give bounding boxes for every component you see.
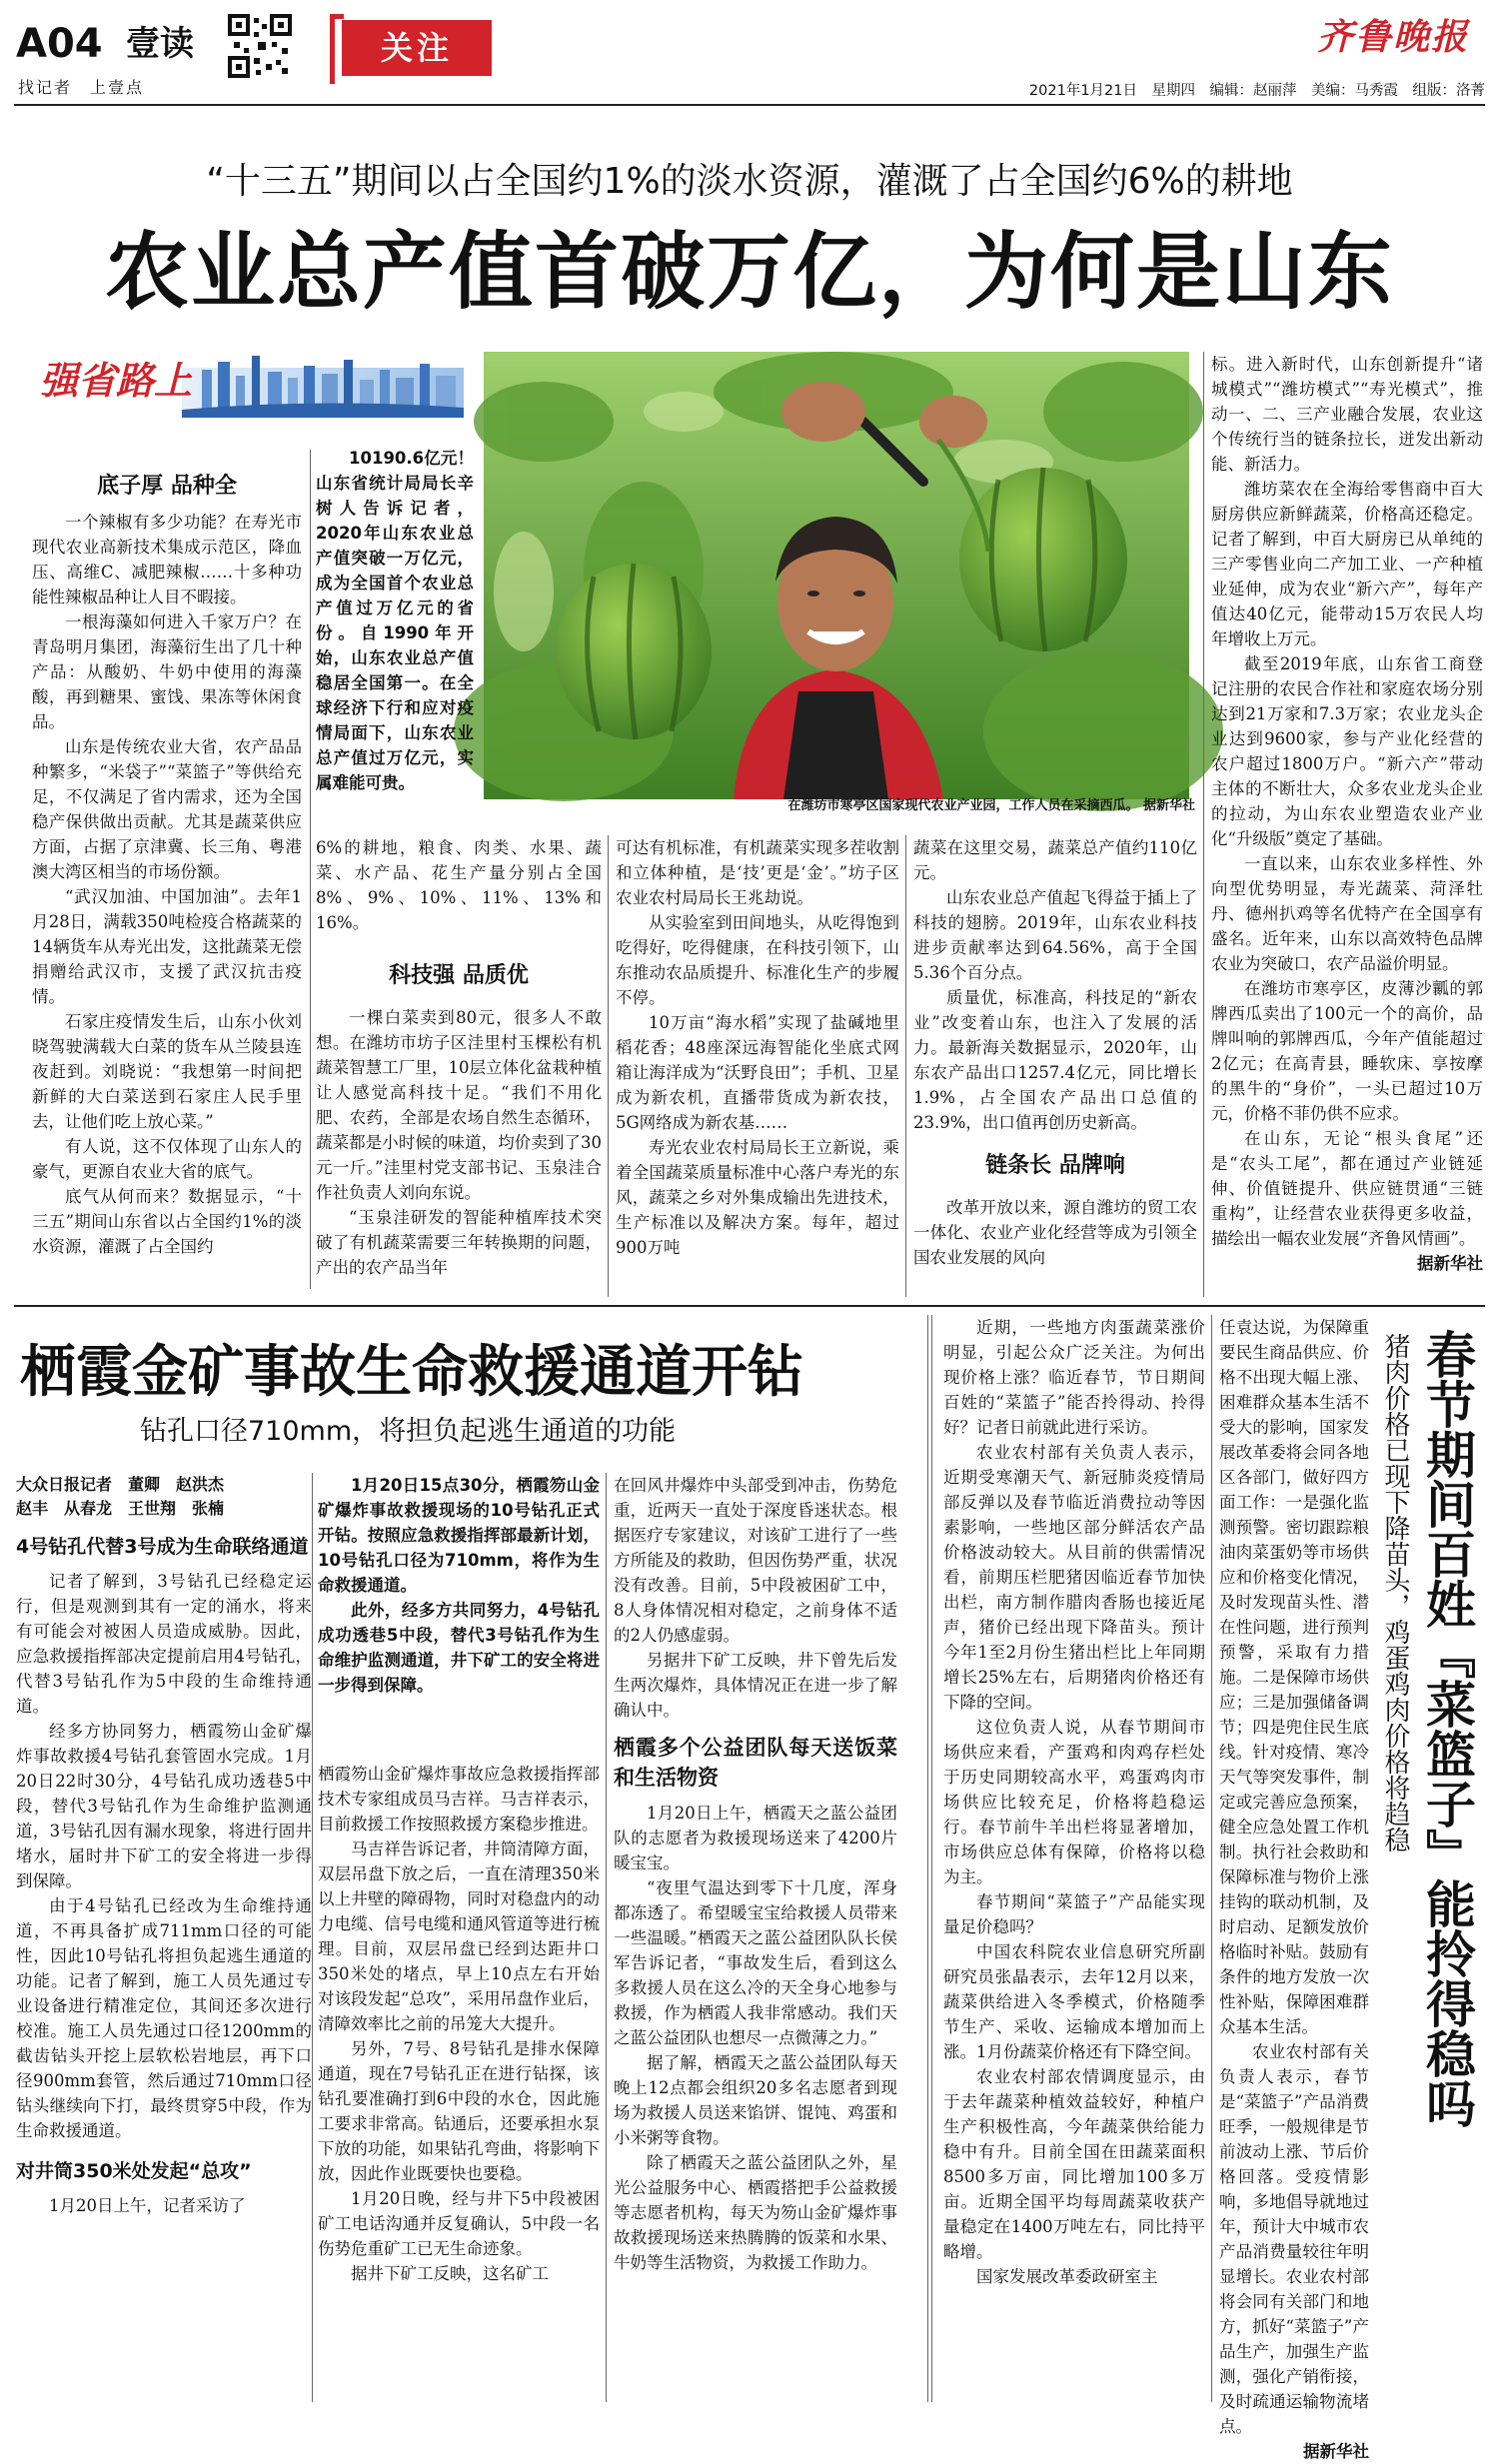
paragraph: 一个辣椒有多少功能？在寿光市现代农业高新技术集成示范区，降血压、高维C、减肥辣椒……十多种功能性辣椒品种让人目不暇接。: [32, 513, 302, 607]
paragraph: 近期，一些地方肉蛋蔬菜涨价明显，引起公众广泛关注。为何出现价格上涨？临近春节，节日期间百姓的“菜篮子”能否拎得动、拎得好？记者日前就此进行采访。: [943, 1318, 1205, 1437]
story3-column-1: [943, 1315, 1205, 2402]
paragraph: 有人说，这不仅体现了山东人的豪气，更源自农业大省的底气。: [32, 1137, 302, 1181]
paragraph: 蔬菜在这里交易，蔬菜总产值约110亿元。: [913, 838, 1197, 882]
story2-deck: 钻孔口径710mm，将担负起逃生通道的功能: [140, 1416, 677, 1447]
paragraph: 山东是传统农业大省，农产品品种繁多，“米袋子”“菜篮子”等供给充足，不仅满足了省内需求，还为全国稳产保供做出贡献。尤其是蔬菜供应方面，占据了京津冀、长三角、粤港澳大湾区相当的市场份额。: [32, 737, 302, 881]
paragraph: 1月20日上午，记者采访了: [49, 2196, 246, 2215]
story2-column-2: [318, 1473, 600, 2402]
story2-headline: 栖霞金矿事故生命救援通道开钻: [20, 1340, 803, 1405]
column-tag-banner: [32, 348, 464, 418]
paragraph: “玉泉洼研发的智能种植库技术突破了有机蔬菜需要三年转换期的问题，产出的农产品当年: [316, 1208, 602, 1277]
paragraph: 国家发展改革委政研室主: [976, 2267, 1158, 2286]
paragraph: 任袁达说，为保障重要民生商品供应、价格不出现大幅上涨、困难群众基本生活不受大的影响，国家发展改革委将会同各地区各部门，做好四方面工作：一是强化监测预警。密切跟踪粮油肉菜蛋奶等市场供应和价格变化情况，及时发现苗头性、潜在性问题，进行预判预警，采取有力措施。二是保障市场供应；三是加强储备调节；四是兜住民生底线。针对疫情、寒冷天气等突发事件，制定或完善应急预案，健全应急处置工作机制。执行社会救助和保障标准与物价上涨挂钩的联动机制，及时启动、足额发放价格临时补贴。鼓励有条件的地方发放一次性补贴，保障困难群众基本生活。: [1219, 1318, 1369, 2036]
paragraph: 在山东，无论“根头食尾”还是“农头工尾”，都在通过产业链延伸、价值链提升、供应链贯通“三链重构”，让经营农业获得更多收益，描绘出一幅农业发展“齐鲁风情画”。: [1211, 1129, 1483, 1248]
paragraph: 底气从何而来？数据显示，“十三五”期间山东省以占全国约1%的淡水资源，灌溉了占全国约: [32, 1187, 302, 1256]
paragraph: 1月20日晚，经与井下5中段被困矿工电话沟通并反复确认，5中段一名伤势危重矿工已无生命迹象。: [318, 2189, 600, 2258]
paragraph: 一直以来，山东农业多样性、外向型优势明显，寿光蔬菜、菏泽牡丹、德州扒鸡等名优特产在全国享有盛名。近年来，山东以高效特色品牌农业为突破口，农产品溢价明显。: [1211, 854, 1483, 973]
story1-column-3: [616, 835, 899, 1297]
page-number: A04: [16, 21, 103, 67]
paragraph: 一棵白菜卖到80元，很多人不敢想。在潍坊市坊子区洼里村玉棵松有机蔬菜智慧工厂里，10层立体化盆栽种植让人感觉高科技十足。“我们不用化肥、农药，全部是农场自然生态循环，蔬菜都是小时候的味道，均价卖到了30元一斤。”洼里村党支部书记、玉泉洼合作社负责人刘向东说。: [316, 1008, 602, 1202]
column-divider: [931, 1315, 932, 2402]
paragraph: 栖霞笏山金矿爆炸事故应急救援指挥部技术专家组成员马吉祥。马吉祥表示，目前救援工作按照救援方案稳步推进。: [318, 1765, 600, 1834]
paragraph: 从实验室到田间地头，从吃得饱到吃得好，吃得健康，在科技引领下，山东推动农品质提升、标准化生产的步履不停。: [616, 913, 899, 1007]
story2-column-3: [614, 1473, 897, 2402]
subheading-2: 科技强 品质优: [389, 963, 529, 988]
paragraph: 10万亩“海水稻”实现了盐碱地里稻花香；48座深远海智能化坐底式网箱让海洋成为“沃野良田”；手机、卫星成为新农机，直播带货成为新农技，5G网络成为新农基……: [616, 1013, 899, 1132]
column-divider: [312, 1473, 313, 2402]
column-divider: [1211, 1315, 1212, 2402]
paragraph: 潍坊菜农在全海给零售商中百大厨房供应新鲜蔬菜，价格高还稳定。记者了解到，中百大厨房已从单纯的三产零售业向二产加工业、一产种植业延伸，成为农业“新六产”，每年产值达40亿元，能带动15万农民人均年增收上万元。: [1211, 480, 1483, 648]
paragraph: 由于4号钻孔已经改为生命维持通道，不再具备扩成711mm口径的可能性，因此10号钻孔将担负起逃生通道的功能。记者了解到，施工人员先通过专业设备进行精准定位，其间还多次进行校准。施工人员先通过口径1200mm的截齿钻头开挖上层软松岩地层，再下口径900mm套管，然后通过710mm口径钻头继续向下打，最终贯穿5中段，作为生命救援通道。: [16, 1896, 312, 2140]
column-divider: [310, 450, 311, 1289]
column-divider: [1203, 352, 1204, 1297]
paragraph: 记者了解到，3号钻孔已经稳定运行，但是观测到其有一定的涌水，将来有可能会对被困人员造成威胁。因此，应急救援指挥部决定提前启用4号钻孔，代替3号钻孔作为5中段的生命维持通道。: [16, 1572, 312, 1716]
paragraph: 另外，7号、8号钻孔是排水保障通道，现在7号钻孔正在进行钻探，该钻孔要准确打到6中段的水仓，因此施工要求非常高。钻通后，还要承担水泵下放的功能，如果钻孔弯曲，将影响下放，因此作业既要快也要稳。: [318, 2039, 600, 2183]
paragraph: 经多方协同努力，栖霞笏山金矿爆炸事故救援4号钻孔套管固水完成。1月20日22时30分，4号钻孔成功透巷5中段，替代3号钻孔作为生命维护监测通道，3号钻孔因有漏水现象，将进行固井堵水，届时井下矿工的安全将进一步得到保障。: [16, 1722, 312, 1890]
paragraph: 截至2019年底，山东省工商登记注册的农民合作社和家庭农场分别达到21万家和7.3万家；农业龙头企业达到9600家，参与产业化经营的农户超过1800万户。“新六产”带动主体的不断壮大，众多农业龙头企业的拉动，为山东农业塑造农业产业化“升级版”奠定了基础。: [1211, 654, 1483, 848]
paragraph: “夜里气温达到零下十几度，浑身都冻透了。希望暖宝宝给救援人员带来一些温暖。”栖霞天之蓝公益团队队长侯军告诉记者，“事故发生后，看到这么多救援人员在这么冷的天全身心地参与救援，作为栖霞人我非常感动。我们天之蓝公益团队也想尽一点微薄之力。”: [614, 1878, 897, 2047]
paragraph: 一根海藻如何进入千家万户？在青岛明月集团，海藻衍生出了几十种产品：从酸奶、牛奶中使用的海藻酸，再到糖果、蜜饯、果冻等休闲食品。: [32, 613, 302, 731]
lead-bold-paragraph: 此外，经多方共同努力，4号钻孔成功透巷5中段，替代3号钻孔作为生命维护监测通道，井下矿工的安全将进一步得到保障。: [318, 1601, 600, 1695]
farmer-watermelon-photo: [484, 352, 1189, 799]
story1-kicker: “十三五”期间以占全国约1%的淡水资源，灌溉了占全国约6%的耕地: [206, 161, 1293, 202]
source-credit: 据新华社: [1303, 2442, 1369, 2461]
story1-column-2b: [316, 835, 602, 1297]
paragraph: 另据井下矿工反映，井下曾先后发生两次爆炸，具体情况正在进一步了解确认中。: [614, 1651, 897, 1720]
story2-byline: 大众日报记者 董卿 赵洪杰 赵丰 从春龙 王世翔 张楠: [16, 1475, 225, 1518]
lead-bold-paragraph: 10190.6亿元！山东省统计局局长辛树人告诉记者，2020年山东农业总产值突破一万亿元，成为全国首个农业总产值过万亿元的省份。自1990年开始，山东农业总产值稳居全国第一。在全球经济下行和应对疫情局面下，山东农业总产值过万亿元，实属难能可贵。: [316, 449, 474, 792]
lead-bold-paragraph: 1月20日15点30分，栖霞笏山金矿爆炸事故救援现场的10号钻孔正式开钻。按照应急救援指挥部最新计划，10号钻孔口径为710mm，将作为生命救援通道。: [318, 1476, 600, 1595]
paragraph: 农业农村部农情调度显示，由于去年蔬菜种植效益较好，种植户生产积极性高，今年蔬菜供给能力稳中有升。目前全国在田蔬菜面积8500多万亩，同比增加100多万亩。近期全国平均每周蔬菜收获产量稳定在1400万吨左右，同比持平略增。: [943, 2067, 1205, 2261]
paragraph: 马吉祥告诉记者，井筒清障方面，双层吊盘下放之后，一直在清理350米以上井壁的障碍物，同时对稳盘内的动力电缆、信号电缆和通风管道等进行梳理。目前，双层吊盘已经到达距井口350米处的堵点，早上10点左右开始对该段发起“总攻”，采用吊盘作业后，清障效率比之前的吊笼大大提升。: [318, 1840, 600, 2033]
paragraph: 据井下矿工反映，这名矿工: [351, 2264, 549, 2283]
story1-column-5: [1211, 352, 1483, 1297]
paragraph: 6%的耕地，粮食、肉类、水果、蔬菜、水产品、花生产量分别占全国8%、9%、10%、11%、13%和16%。: [316, 838, 602, 932]
section-name: 壹读: [126, 24, 194, 64]
story1-headline: 农业总产值首破万亿，为何是山东: [104, 223, 1394, 321]
paragraph: 除了栖霞天之蓝公益团队之外，星光公益服务中心、栖霞搭把手公益救援等志愿者机构，每天为笏山金矿爆炸事故救援现场送来热腾腾的饭菜和水果、牛奶等生活物资，为救援工作助力。: [614, 2153, 897, 2272]
story3-headline: 春节期间百姓『菜篮子』能拎得稳吗: [1418, 1329, 1476, 2128]
paragraph: 在潍坊市寒亭区，皮薄沙瓤的郭牌西瓜卖出了100元一个的高价，品牌叫响的郭牌西瓜，今年产值能超过2亿元；在高青县，睡软床、享按摩的黑牛的“身价”，一头已超过10万元，价格不菲仍供不应求。: [1211, 979, 1483, 1123]
paragraph: 中国农科院农业信息研究所副研究员张晶表示，去年12月以来，蔬菜供给进入冬季模式，价格随季节生产、采收、运输成本增加而上涨。1月份蔬菜价格还有下降空间。: [943, 1942, 1205, 2061]
qr-code-icon: [228, 14, 292, 78]
paragraph: 标。进入新时代，山东创新提升“诸城模式”“潍坊模式”“寿光模式”，推动一、二、三产业融合发展，农业这个传统行当的链条拉长，迸发出新动能、新活力。: [1211, 355, 1483, 474]
paragraph: 农业农村部有关负责人表示，近期受寒潮天气、新冠肺炎疫情局部反弹以及春节临近消费拉动等因素影响，一些地区部分鲜活农产品价格波动较大。从目前的供需情况看，前期压栏肥猪因临近春节加快出栏，南方制作腊肉香肠也接近尾声，猪价已经出现下降苗头。预计今年1至2月份生猪出栏比上年同期增长25%左右，后期猪肉价格还有下降的空间。: [943, 1443, 1205, 1712]
newspaper-logo: 齐鲁晚报: [1317, 16, 1470, 58]
issue-meta: 2021年1月21日 星期四 编辑：赵丽萍 美编：马秀霞 组版：洛菁: [1028, 83, 1485, 99]
paragraph: 寿光农业农村局局长王立新说，乘着全国蔬菜质量标准中心落户寿光的东风，蔬菜之乡对外集成输出先进技术，生产标准以及解决方案。每年，超过900万吨: [616, 1138, 899, 1257]
subheading-1: 底子厚 品种全: [97, 474, 237, 499]
paragraph: 可达有机标准，有机蔬菜实现多茬收割和立体种植，是‘技’更是‘金’。”坊子区农业农村局局长王兆劫说。: [616, 838, 899, 907]
story3-deck: 猪肉价格已现下降苗头，鸡蛋鸡肉价格将趋稳: [1380, 1333, 1410, 1852]
paragraph: 农业农村部有关负责人表示，春节是“菜篮子”产品消费旺季，一般规律是节前波动上涨、节后价格回落。受疫情影响，多地倡导就地过年，预计大中城市农产品消费量较往年明显增长。农业农村部将会同有关部门和地方，抓好“菜篮子”产品生产，加强生产监测，强化产销衔接，及时疏通运输物流堵点。: [1219, 2042, 1369, 2436]
story1-column-4: [913, 835, 1197, 1297]
paragraph: 据了解，栖霞天之蓝公益团队每天晚上12点都会组织20多名志愿者到现场为救援人员送来馅饼、馄饨、鸡蛋和小米粥等食物。: [614, 2053, 897, 2147]
paragraph: 春节期间“菜篮子”产品能实现量足价稳吗？: [943, 1892, 1205, 1936]
story1-column-2: [316, 446, 474, 795]
column-divider: [606, 1473, 607, 2402]
column-divider: [905, 835, 906, 1297]
column-divider: [608, 835, 609, 1297]
paragraph: “武汉加油、中国加油”。去年1月28日，满载350吨检疫合格蔬菜的14辆货车从寿光出发，这批蔬菜无偿捐赠给武汉市，支援了武汉抗击疫情。: [32, 887, 302, 1006]
story2-column-1: [16, 1523, 312, 2402]
slogan: 找记者 上壹点: [18, 78, 145, 97]
story3-column-2: [1219, 1315, 1369, 2461]
subheading-4: 4号钻孔代替3号成为生命联络通道: [16, 1536, 309, 1558]
paragraph: 石家庄疫情发生后，山东小伙刘晓驾驶满载大白菜的货车从兰陵县连夜赶到。刘晓说：“我想第一时间把新鲜的大白菜送到石家庄人民手里去，让他们吃上放心菜。”: [32, 1012, 302, 1131]
column-divider: [927, 1315, 928, 2402]
column-tag: 强省路上: [40, 359, 193, 403]
paragraph: 改革开放以来，源自潍坊的贸工农一体化、农业产业化经营等成为引领全国农业发展的风向: [913, 1198, 1197, 1267]
subheading-6: 栖霞多个公益团队每天送饭菜和生活物资: [614, 1736, 897, 1790]
source-credit: 据新华社: [1417, 1254, 1483, 1273]
section-rule: [14, 1305, 1485, 1307]
paragraph: 在回风井爆炸中头部受到冲击，伤势危重，近两天一直处于深度昏迷状态。根据医疗专家建议，对该矿工进行了一些方所能及的救助，但因伤势严重，状况没有改善。目前，5中段被困矿工中，8人身体情况相对稳定，之前身体不适的2人仍感虚弱。: [614, 1476, 897, 1645]
paragraph: 1月20日上午，栖霞天之蓝公益团队的志愿者为救援现场送来了4200片暖宝宝。: [614, 1804, 897, 1872]
photo-caption: 在潍坊市寒亭区国家现代农业产业园，工作人员在采摘西瓜。 据新华社: [787, 798, 1195, 813]
header-rule: [14, 104, 1485, 106]
paragraph: 质量优，标准高，科技足的“新农业”改变着山东，也注入了发展的活力。最新海关数据显示，2020年，山东农产品出口1257.4亿元，同比增长1.9%，占全国农产品出口总值的23.9%，出口值再创历史新高。: [913, 988, 1197, 1132]
paragraph: 山东农业总产值起飞得益于插上了科技的翅膀。2019年，山东农业科技进步贡献率达到64.56%，高于全国5.36个百分点。: [913, 888, 1197, 982]
paragraph: 这位负责人说，从春节期间市场供应来看，产蛋鸡和肉鸡存栏处于历史同期较高水平，鸡蛋鸡肉市场供应比较充足，价格将趋稳运行。春节前牛羊出栏将显著增加，市场供应总体有保障，价格将以稳为主。: [943, 1718, 1205, 1886]
story1-column-1: [32, 462, 302, 1297]
subheading-3: 链条长 品牌响: [985, 1153, 1125, 1178]
section-tag: 关注: [342, 20, 492, 76]
subheading-5: 对井筒350米处发起“总攻”: [16, 2160, 252, 2182]
